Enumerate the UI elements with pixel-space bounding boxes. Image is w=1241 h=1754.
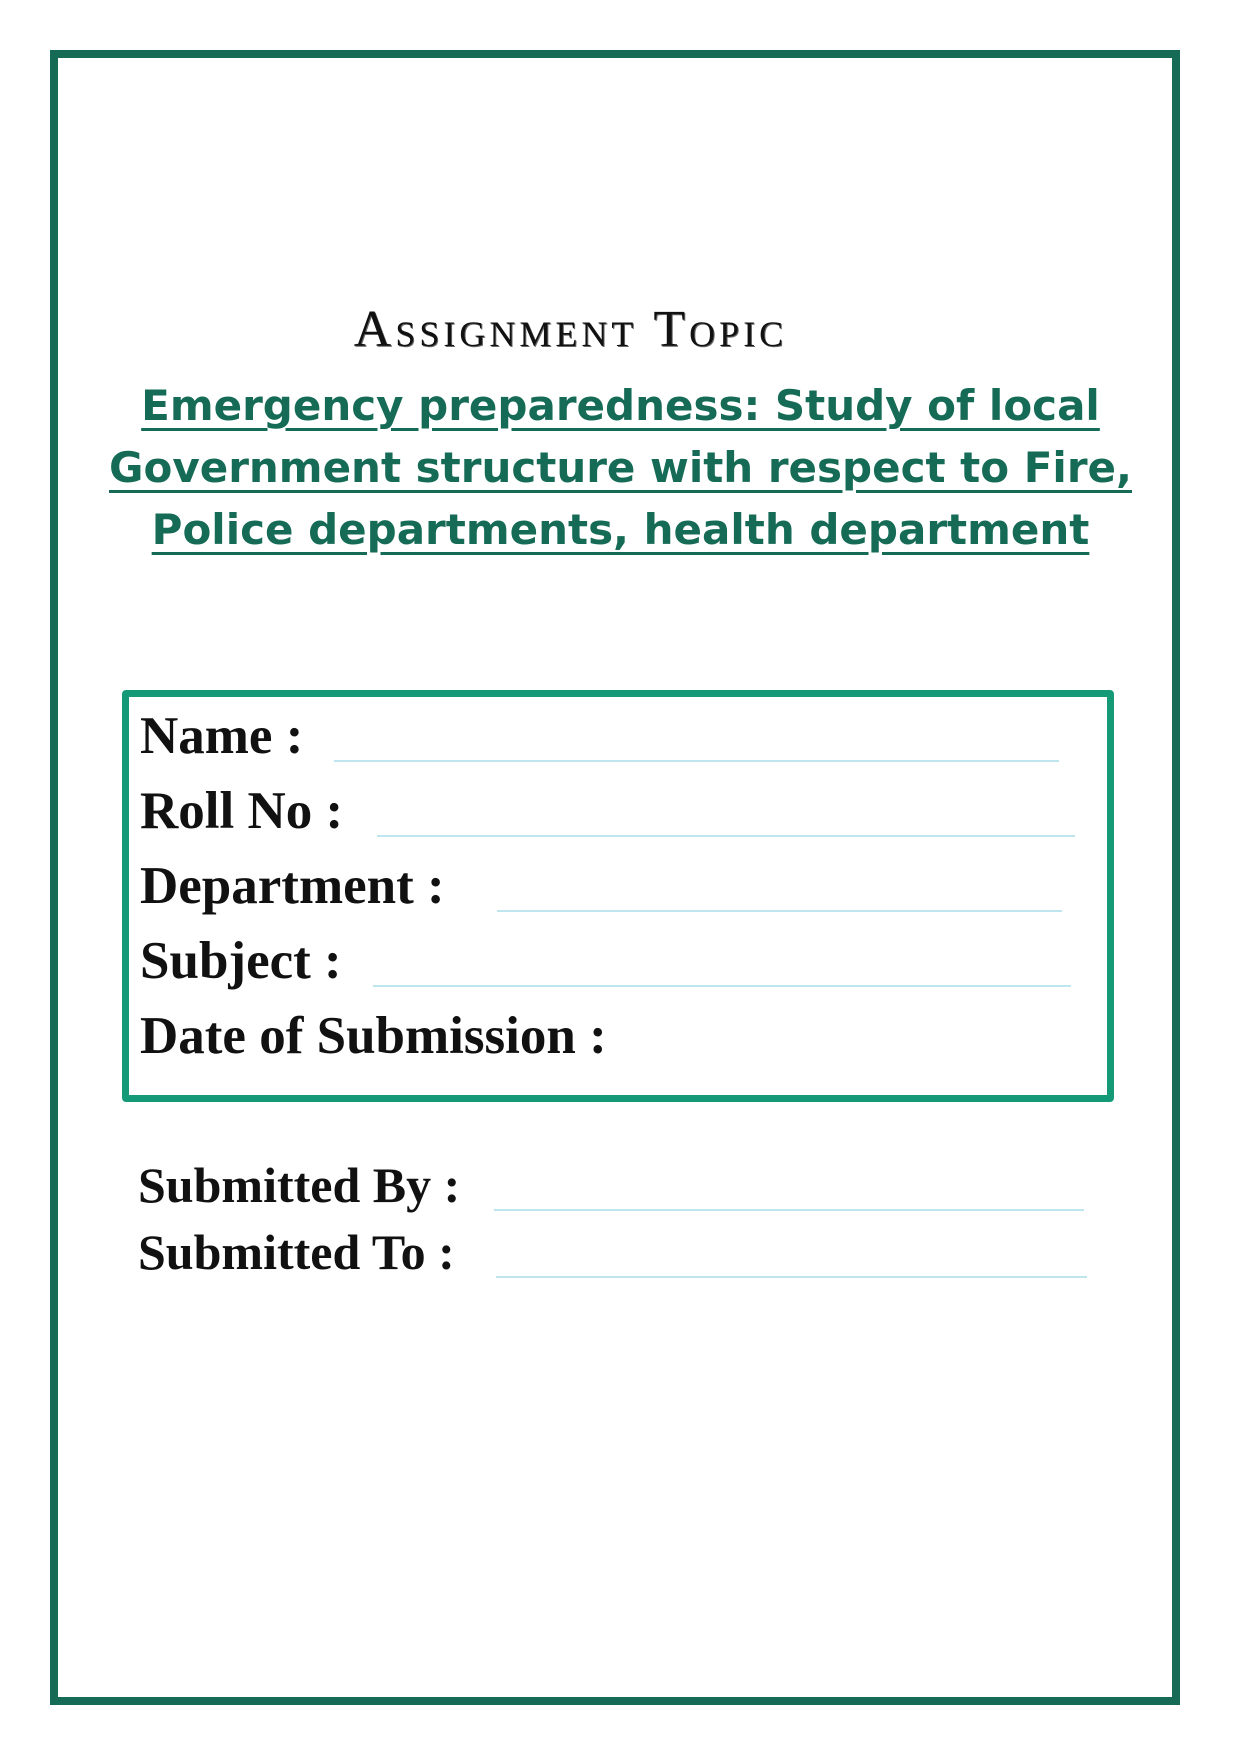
subject-blank-line[interactable] xyxy=(373,985,1071,987)
subject-field[interactable] xyxy=(140,929,342,993)
assignment-heading xyxy=(0,300,1241,360)
roll-no-label: Roll No : xyxy=(140,782,344,840)
submitted-by-blank-line[interactable] xyxy=(494,1209,1084,1211)
topic-line-1: Emergency preparedness: Study of local xyxy=(141,381,1100,430)
name-blank-line[interactable] xyxy=(334,760,1059,762)
submitted-by-field[interactable] xyxy=(138,1153,460,1217)
department-label: Department : xyxy=(140,857,445,915)
roll-no-blank-line[interactable] xyxy=(377,835,1075,837)
name-field[interactable] xyxy=(140,704,303,768)
topic-line-2: Government structure with respect to Fire, xyxy=(109,443,1132,492)
submitted-to-field[interactable] xyxy=(138,1220,455,1284)
topic-line-3: Police departments, health department xyxy=(151,505,1090,554)
roll-no-field[interactable] xyxy=(140,779,343,843)
submitted-to-label: Submitted To : xyxy=(138,1224,455,1280)
department-field[interactable] xyxy=(140,854,445,918)
assignment-topic xyxy=(0,375,1241,561)
subject-label: Subject : xyxy=(140,932,342,990)
submitted-to-blank-line[interactable] xyxy=(496,1276,1087,1278)
department-blank-line[interactable] xyxy=(497,910,1062,912)
date-of-submission-field[interactable] xyxy=(140,1004,607,1068)
assignment-heading-text: Assignment Topic xyxy=(353,301,788,358)
date-of-submission-label: Date of Submission : xyxy=(140,1007,607,1065)
name-label: Name : xyxy=(140,707,304,765)
submitted-by-label: Submitted By : xyxy=(138,1157,461,1213)
